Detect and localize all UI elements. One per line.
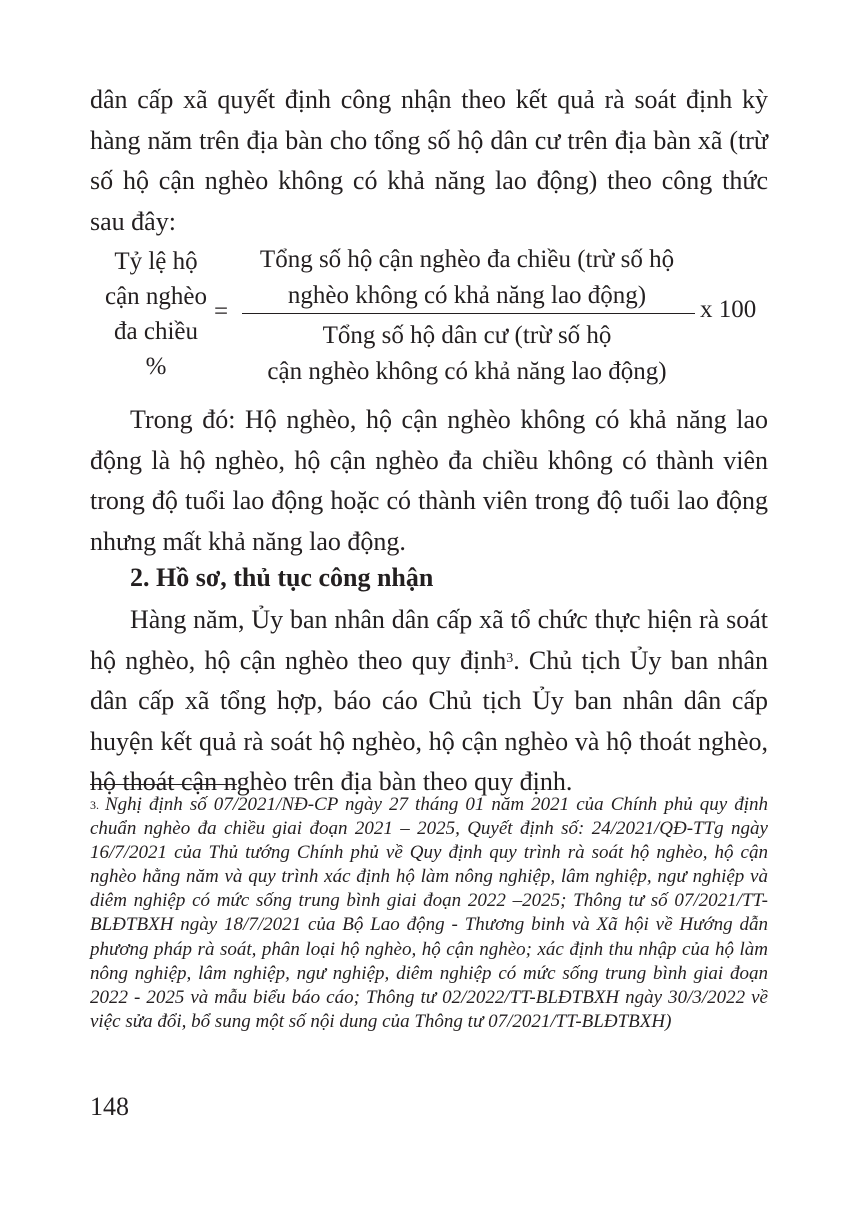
formula-left-side [90, 244, 222, 384]
footnote-text: Nghị định số 07/2021/NĐ-CP ngày 27 tháng 01 năm 2021 của Chính phủ quy định chuẩn nghèo đa chiều giai đoạn 2021 – 2025, Quyết định số: 24/2021/QĐ-TTg ngày 16/7/2021 của Thủ tướng Chính phủ về Quy định quy trình rà soát hộ nghèo, hộ cận nghèo hằng năm và quy trình xác định hộ làm nông nghiệp, lâm nghiệp, ngư nghiệp và diêm nghiệp có mức sống trung bình giai đoạn 2022 –2025; Thông tư số 07/2021/TT-BLĐTBXH ngày 18/7/2021 của Bộ Lao động - Thương binh và Xã hội về Hướng dẫn phương pháp rà soát, phân loại hộ nghèo, hộ cận nghèo; xác định thu nhập của hộ làm nông nghiệp, lâm nghiệp, ngư nghiệp, diêm nghiệp có mức sống trung bình giai đoạn 2022 - 2025 và mẫu biểu báo cáo; Thông tư 02/2022/TT-BLĐTBXH ngày 30/3/2022 về việc sửa đổi, bổ sung một số nội dung của Thông tư 07/2021/TT-BLĐTBXH) [90, 794, 768, 1032]
formula-numerator [242, 242, 692, 314]
formula-denominator [242, 318, 692, 390]
numerator-line: nghèo không có khả năng lao động) [287, 282, 647, 309]
denominator-line: cận nghèo không có khả năng lao động) [267, 358, 667, 385]
formula-left-line: đa chiều [114, 318, 198, 345]
formula-equals-sign: = [214, 298, 229, 325]
intro-paragraph: dân cấp xã quyết định công nhận theo kết quả rà soát định kỳ hàng năm trên địa bàn cho tổng số hộ dân cư trên địa bàn xã (trừ số hộ cận nghèo không có khả năng lao động) theo công thức sau đây: [90, 85, 768, 236]
procedure-paragraph [90, 600, 768, 803]
fraction-bar [242, 313, 695, 314]
footnote-separator [90, 784, 237, 785]
formula-left-line: cận nghèo [104, 283, 208, 310]
footnote-mark: 3. [90, 798, 99, 812]
denominator-line: Tổng số hộ dân cư (trừ số hộ [322, 322, 612, 349]
ratio-formula [90, 238, 790, 388]
definition-paragraph: Trong đó: Hộ nghèo, hộ cận nghèo không có khả năng lao động là hộ nghèo, hộ cận nghèo đa chiều không có thành viên trong độ tuổi lao động hoặc có thành viên trong độ tuổi lao động nhưng mất khả năng lao động. [90, 405, 768, 556]
section-heading: 2. Hồ sơ, thủ tục công nhận [130, 563, 434, 592]
procedure-text-start: Hàng năm, Ủy ban nhân dân cấp xã tổ chức thực hiện rà soát hộ nghèo, hộ cận nghèo theo quy định [90, 605, 768, 675]
formula-multiplier: x 100 [700, 296, 757, 323]
procedure-text-end: . Chủ tịch Ủy ban nhân dân cấp xã tổng hợp, báo cáo Chủ tịch Ủy ban nhân dân cấp huyện kết quả rà soát hộ nghèo, hộ cận nghèo và hộ thoát nghèo, hộ thoát cận nghèo trên địa bàn theo quy định. [90, 645, 768, 796]
numerator-line: Tổng số hộ cận nghèo đa chiều (trừ số hộ [259, 246, 675, 273]
formula-left-line: Tỷ lệ hộ [114, 248, 198, 275]
footnote [90, 793, 768, 1034]
footnote-reference: 3 [506, 650, 514, 666]
formula-left-line: % [145, 353, 167, 380]
page-number: 148 [90, 1092, 129, 1121]
